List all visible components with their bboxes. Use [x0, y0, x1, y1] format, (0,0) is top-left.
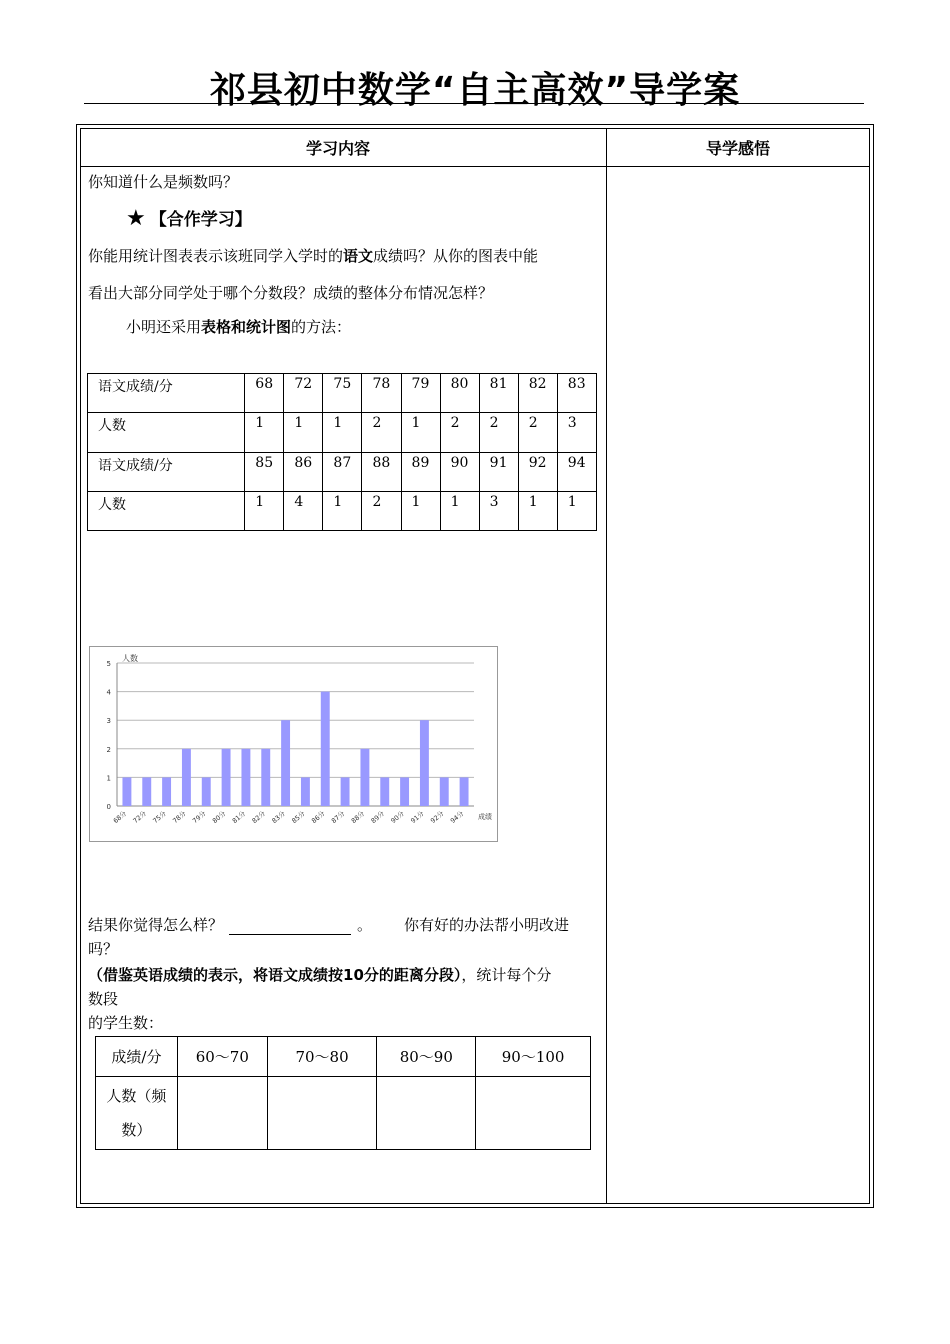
label-cell: 人数: [88, 492, 245, 531]
bar: [222, 749, 231, 806]
score-cell: 82: [518, 374, 557, 413]
bar: [341, 777, 350, 806]
hint-text-line2: 数段: [88, 990, 119, 1008]
header-study-content: 学习内容: [306, 139, 371, 158]
count-cell: 1: [245, 413, 284, 453]
score-cell: 81: [479, 374, 518, 413]
paragraph-3: 小明还采用表格和统计图的方法：: [126, 318, 352, 336]
score-cell: 68: [245, 374, 284, 413]
column-divider: [606, 128, 607, 1204]
count-cell: 1: [401, 413, 440, 453]
title-underline: [84, 103, 864, 104]
bar: [460, 777, 469, 806]
count-row-2: [88, 492, 597, 531]
range-label-cell: 成绩/分: [96, 1037, 178, 1077]
score-cell: 75: [323, 374, 362, 413]
count-cell: 1: [440, 492, 479, 531]
count-cell: 2: [479, 413, 518, 453]
x-tick-label: 91分: [409, 809, 426, 826]
question-frequency: 你知道什么是频数吗？: [88, 173, 239, 191]
y-tick-label: 5: [106, 660, 111, 668]
count-cell: 2: [440, 413, 479, 453]
frequency-header-row: [96, 1037, 591, 1077]
x-tick-label: 94分: [448, 809, 466, 826]
score-row-1: [88, 374, 597, 413]
bar: [440, 777, 449, 806]
paragraph-2: 看出大部分同学处于哪个分数段？成绩的整体分布情况怎样？: [88, 284, 494, 302]
bar: [301, 777, 310, 806]
range-cell: 60～70: [177, 1037, 267, 1077]
x-tick-label: 78分: [171, 809, 188, 826]
range-cell: 90～100: [476, 1037, 591, 1077]
x-tick-label: 86分: [310, 809, 327, 826]
count-cell: 1: [323, 492, 362, 531]
count-row-1: [88, 413, 597, 453]
bar: [122, 777, 131, 806]
label-cell: 语文成绩/分: [88, 374, 245, 413]
score-table: [87, 373, 597, 531]
score-cell: 90: [440, 453, 479, 492]
bar-chart-svg: [90, 647, 497, 841]
score-cell: 91: [479, 453, 518, 492]
x-tick-label: 88分: [349, 809, 367, 826]
x-tick-label: 81分: [230, 809, 248, 826]
x-tick-label: 82分: [250, 809, 268, 826]
bar: [162, 777, 171, 806]
score-cell: 88: [362, 453, 401, 492]
bar: [202, 777, 211, 806]
bar: [400, 777, 409, 806]
x-tick-label: 79分: [191, 809, 208, 826]
x-tick-label: 90分: [389, 809, 406, 826]
label-cell: 人数: [88, 413, 245, 453]
count-cell: 1: [323, 413, 362, 453]
hint-text: （借鉴英语成绩的表示，将语文成绩按10分的距离分段），统计每个分: [88, 966, 552, 984]
count-cell: 1: [284, 413, 323, 453]
x-tick-label: 83分: [270, 809, 287, 826]
result-question-tail: 吗？: [88, 940, 119, 958]
score-cell: 89: [401, 453, 440, 492]
label-cell: 语文成绩/分: [88, 453, 245, 492]
count-cell: 2: [362, 413, 401, 453]
y-tick-label: 4: [106, 688, 111, 697]
score-cell: 85: [245, 453, 284, 492]
bar: [380, 777, 389, 806]
bar: [182, 749, 191, 806]
x-tick-label: 68分: [111, 809, 129, 826]
count-label-cell: 人数（频 数）: [96, 1077, 178, 1150]
frequency-table: [95, 1036, 591, 1150]
x-tick-label: 72分: [131, 809, 149, 826]
hint-text-line3: 的学生数：: [88, 1014, 164, 1032]
bar-chart: [89, 646, 498, 842]
count-cell: 4: [284, 492, 323, 531]
count-cell: 2: [518, 413, 557, 453]
answer-blank[interactable]: [229, 918, 351, 935]
y-tick-label: 1: [106, 774, 111, 783]
x-tick-label: 89分: [369, 809, 387, 826]
y-axis-label: 人数: [122, 654, 138, 663]
score-cell: 92: [518, 453, 557, 492]
score-cell: 72: [284, 374, 323, 413]
bar: [360, 749, 369, 806]
y-tick-label: 2: [106, 745, 111, 754]
x-tick-label: 92分: [429, 809, 446, 826]
score-cell: 87: [323, 453, 362, 492]
bar: [261, 749, 270, 806]
y-tick-label: 0: [106, 803, 111, 811]
count-input-cell[interactable]: [177, 1077, 267, 1150]
range-cell: 70～80: [267, 1037, 377, 1077]
count-input-cell[interactable]: [377, 1077, 476, 1150]
score-cell: 94: [557, 453, 596, 492]
count-cell: 1: [557, 492, 596, 531]
bar: [420, 720, 429, 806]
section-label: 【合作学习】: [149, 210, 252, 230]
page-title: 祁县初中数学“自主高效”导学案: [209, 70, 741, 111]
paragraph-1: 你能用统计图表表示该班同学入学时的语文成绩吗？从你的图表中能: [88, 247, 539, 265]
bar: [241, 749, 250, 806]
score-cell: 86: [284, 453, 323, 492]
count-cell: 3: [557, 413, 596, 453]
score-row-2: [88, 453, 597, 492]
x-tick-label: 75分: [151, 809, 168, 826]
x-tick-label: 80分: [210, 809, 228, 826]
result-question: 结果你觉得怎么样？ 。 你有好的办法帮小明改进: [88, 916, 570, 934]
bar: [142, 777, 151, 806]
x-tick-label: 87分: [329, 809, 347, 826]
header-reflection: 导学感悟: [706, 139, 771, 158]
count-cell: 2: [362, 492, 401, 531]
y-tick-label: 3: [106, 717, 111, 726]
count-cell: 1: [245, 492, 284, 531]
bar: [281, 720, 290, 806]
score-cell: 78: [362, 374, 401, 413]
star-icon: ★: [126, 206, 146, 231]
x-tick-label: 85分: [290, 809, 307, 826]
count-cell: 3: [479, 492, 518, 531]
score-cell: 83: [557, 374, 596, 413]
section-heading: [126, 206, 252, 233]
x-axis-label: 成绩: [478, 813, 492, 821]
count-input-cell[interactable]: [267, 1077, 377, 1150]
header-divider: [80, 166, 870, 167]
bar: [321, 692, 330, 806]
count-cell: 1: [518, 492, 557, 531]
score-cell: 79: [401, 374, 440, 413]
range-cell: 80～90: [377, 1037, 476, 1077]
count-input-cell[interactable]: [476, 1077, 591, 1150]
score-cell: 80: [440, 374, 479, 413]
count-cell: 1: [401, 492, 440, 531]
frequency-count-row: [96, 1077, 591, 1150]
